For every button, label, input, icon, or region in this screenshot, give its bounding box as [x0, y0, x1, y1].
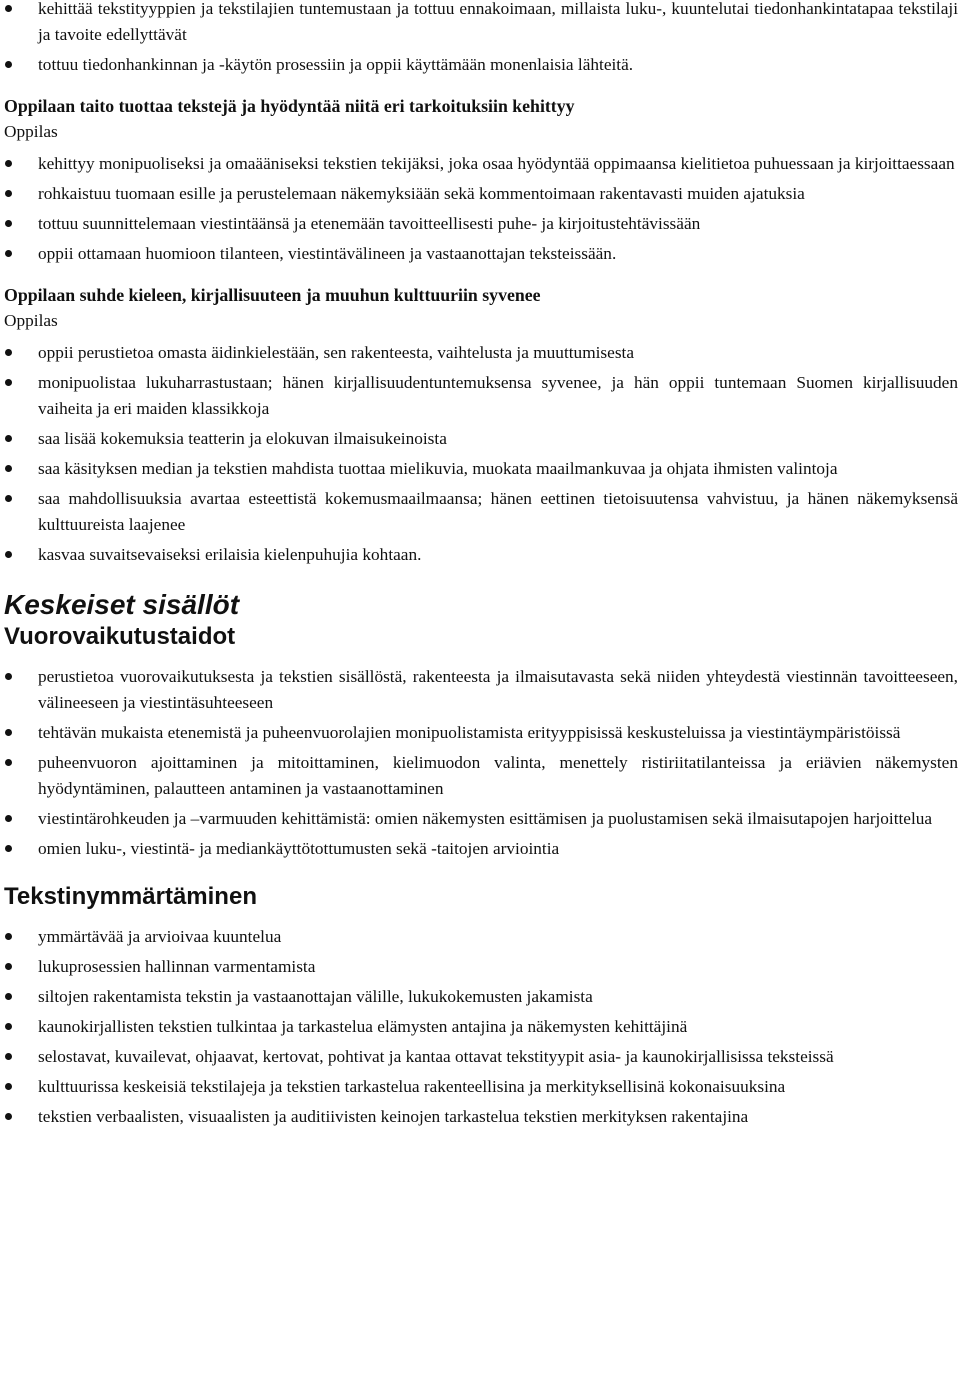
subject-label: Oppilas — [4, 311, 58, 330]
list-item: lukuprosessien hallinnan varmentamista — [4, 954, 958, 980]
section-heading: Oppilaan taito tuottaa tekstejä ja hyödyntää niitä eri tarkoituksiin kehittyy — [4, 96, 575, 116]
subsection-heading: Vuorovaikutustaidot — [4, 623, 236, 650]
section-text-production — [4, 93, 958, 267]
section-heading: Oppilaan suhde kieleen, kirjallisuuteen ja muuhun kulttuuriin syvenee — [4, 285, 541, 305]
list-item: selostavat, kuvailevat, ohjaavat, kertovat, pohtivat ja kantaa ottavat tekstityypit asia- ja kaunokirjallisissa teksteissä — [4, 1044, 958, 1070]
section-language-relation — [4, 282, 958, 568]
bullet-list-intro — [4, 0, 958, 78]
list-item: tekstien verbaalisten, visuaalisten ja auditiivisten keinojen tarkastelua tekstien merkityksen rakentajina — [4, 1104, 958, 1130]
list-item: kehittää tekstityyppien ja tekstilajien tuntemustaan ja tottuu ennakoimaan, millaista luku-, kuuntelutai tiedonhankintatapaa tekstilaji ja tavoite edellyttävät — [4, 0, 958, 48]
list-item: tottuu suunnittelemaan viestintäänsä ja etenemään tavoitteellisesti puhe- ja kirjoitustehtävissään — [4, 211, 958, 237]
subsection-heading: Tekstinymmärtäminen — [4, 883, 257, 910]
subject-label: Oppilas — [4, 122, 58, 141]
list-item: kehittyy monipuoliseksi ja omaääniseksi tekstien tekijäksi, joka osaa hyödyntää oppimaansa kielitietoa puhuessaan ja kirjoittaessaan — [4, 151, 958, 177]
list-item: kulttuurissa keskeisiä tekstilajeja ja tekstien tarkastelua rakenteellisina ja merkityksellisinä kokonaisuuksina — [4, 1074, 958, 1100]
bullet-list — [4, 340, 958, 568]
bullet-list — [4, 924, 958, 1130]
key-contents-title: Keskeiset sisällöt — [4, 589, 240, 620]
bullet-list — [4, 664, 958, 862]
list-item: viestintärohkeuden ja –varmuuden kehittämistä: omien näkemysten esittämisen ja puolustamisen sekä ilmaisutapojen harjoittelua — [4, 806, 958, 832]
list-item: monipuolistaa lukuharrastustaan; hänen kirjallisuudentuntemuksensa syvenee, ja hän oppii tuntemaan Suomen kirjallisuuden vaiheita ja eri maiden klassikkoja — [4, 370, 958, 422]
list-item: kaunokirjallisten tekstien tulkintaa ja tarkastelua elämysten antajina ja näkemysten kehittäjinä — [4, 1014, 958, 1040]
list-item: perustietoa vuorovaikutuksesta ja tekstien sisällöstä, rakenteesta ja ilmaisutavasta sekä niiden yhteydestä viestinnän tavoitteeseen, välineeseen ja viestintäsuhteeseen — [4, 664, 958, 716]
document-page — [4, 0, 958, 1134]
list-item: oppii ottamaan huomioon tilanteen, viestintävälineen ja vastaanottajan teksteissään. — [4, 241, 958, 267]
list-item: tehtävän mukaista etenemistä ja puheenvuorolajien monipuolistamista erityyppisissä keskusteluissa ja viestintäympäristöissä — [4, 720, 958, 746]
list-item: kasvaa suvaitsevaiseksi erilaisia kielenpuhujia kohtaan. — [4, 542, 958, 568]
list-item: siltojen rakentamista tekstin ja vastaanottajan välille, lukukokemusten jakamista — [4, 984, 958, 1010]
section-key-contents — [4, 588, 958, 1130]
list-item: puheenvuoron ajoittaminen ja mitoittaminen, kielimuodon valinta, menettely ristiriitatilanteissa ja eriävien näkemysten hyödyntäminen, palautteen antaminen ja vastaanottaminen — [4, 750, 958, 802]
list-item: tottuu tiedonhankinnan ja -käytön prosessiin ja oppii käyttämään monenlaisia lähteitä. — [4, 52, 958, 78]
list-item: rohkaistuu tuomaan esille ja perustelemaan näkemyksiään sekä kommentoimaan rakentavasti muiden ajatuksia — [4, 181, 958, 207]
list-item: omien luku-, viestintä- ja mediankäyttötottumusten sekä -taitojen arviointia — [4, 836, 958, 862]
list-item: ymmärtävää ja arvioivaa kuuntelua — [4, 924, 958, 950]
list-item: oppii perustietoa omasta äidinkielestään, sen rakenteesta, vaihtelusta ja muuttumisesta — [4, 340, 958, 366]
list-item: saa käsityksen median ja tekstien mahdista tuottaa mielikuvia, muokata maailmankuvaa ja ohjata ihmisten valintoja — [4, 456, 958, 482]
bullet-list — [4, 151, 958, 267]
list-item: saa mahdollisuuksia avartaa esteettistä kokemusmaailmaansa; hänen eettinen tietoisuutensa vahvistuu, ja hänen näkemyksensä kulttuureista laajenee — [4, 486, 958, 538]
list-item: saa lisää kokemuksia teatterin ja elokuvan ilmaisukeinoista — [4, 426, 958, 452]
